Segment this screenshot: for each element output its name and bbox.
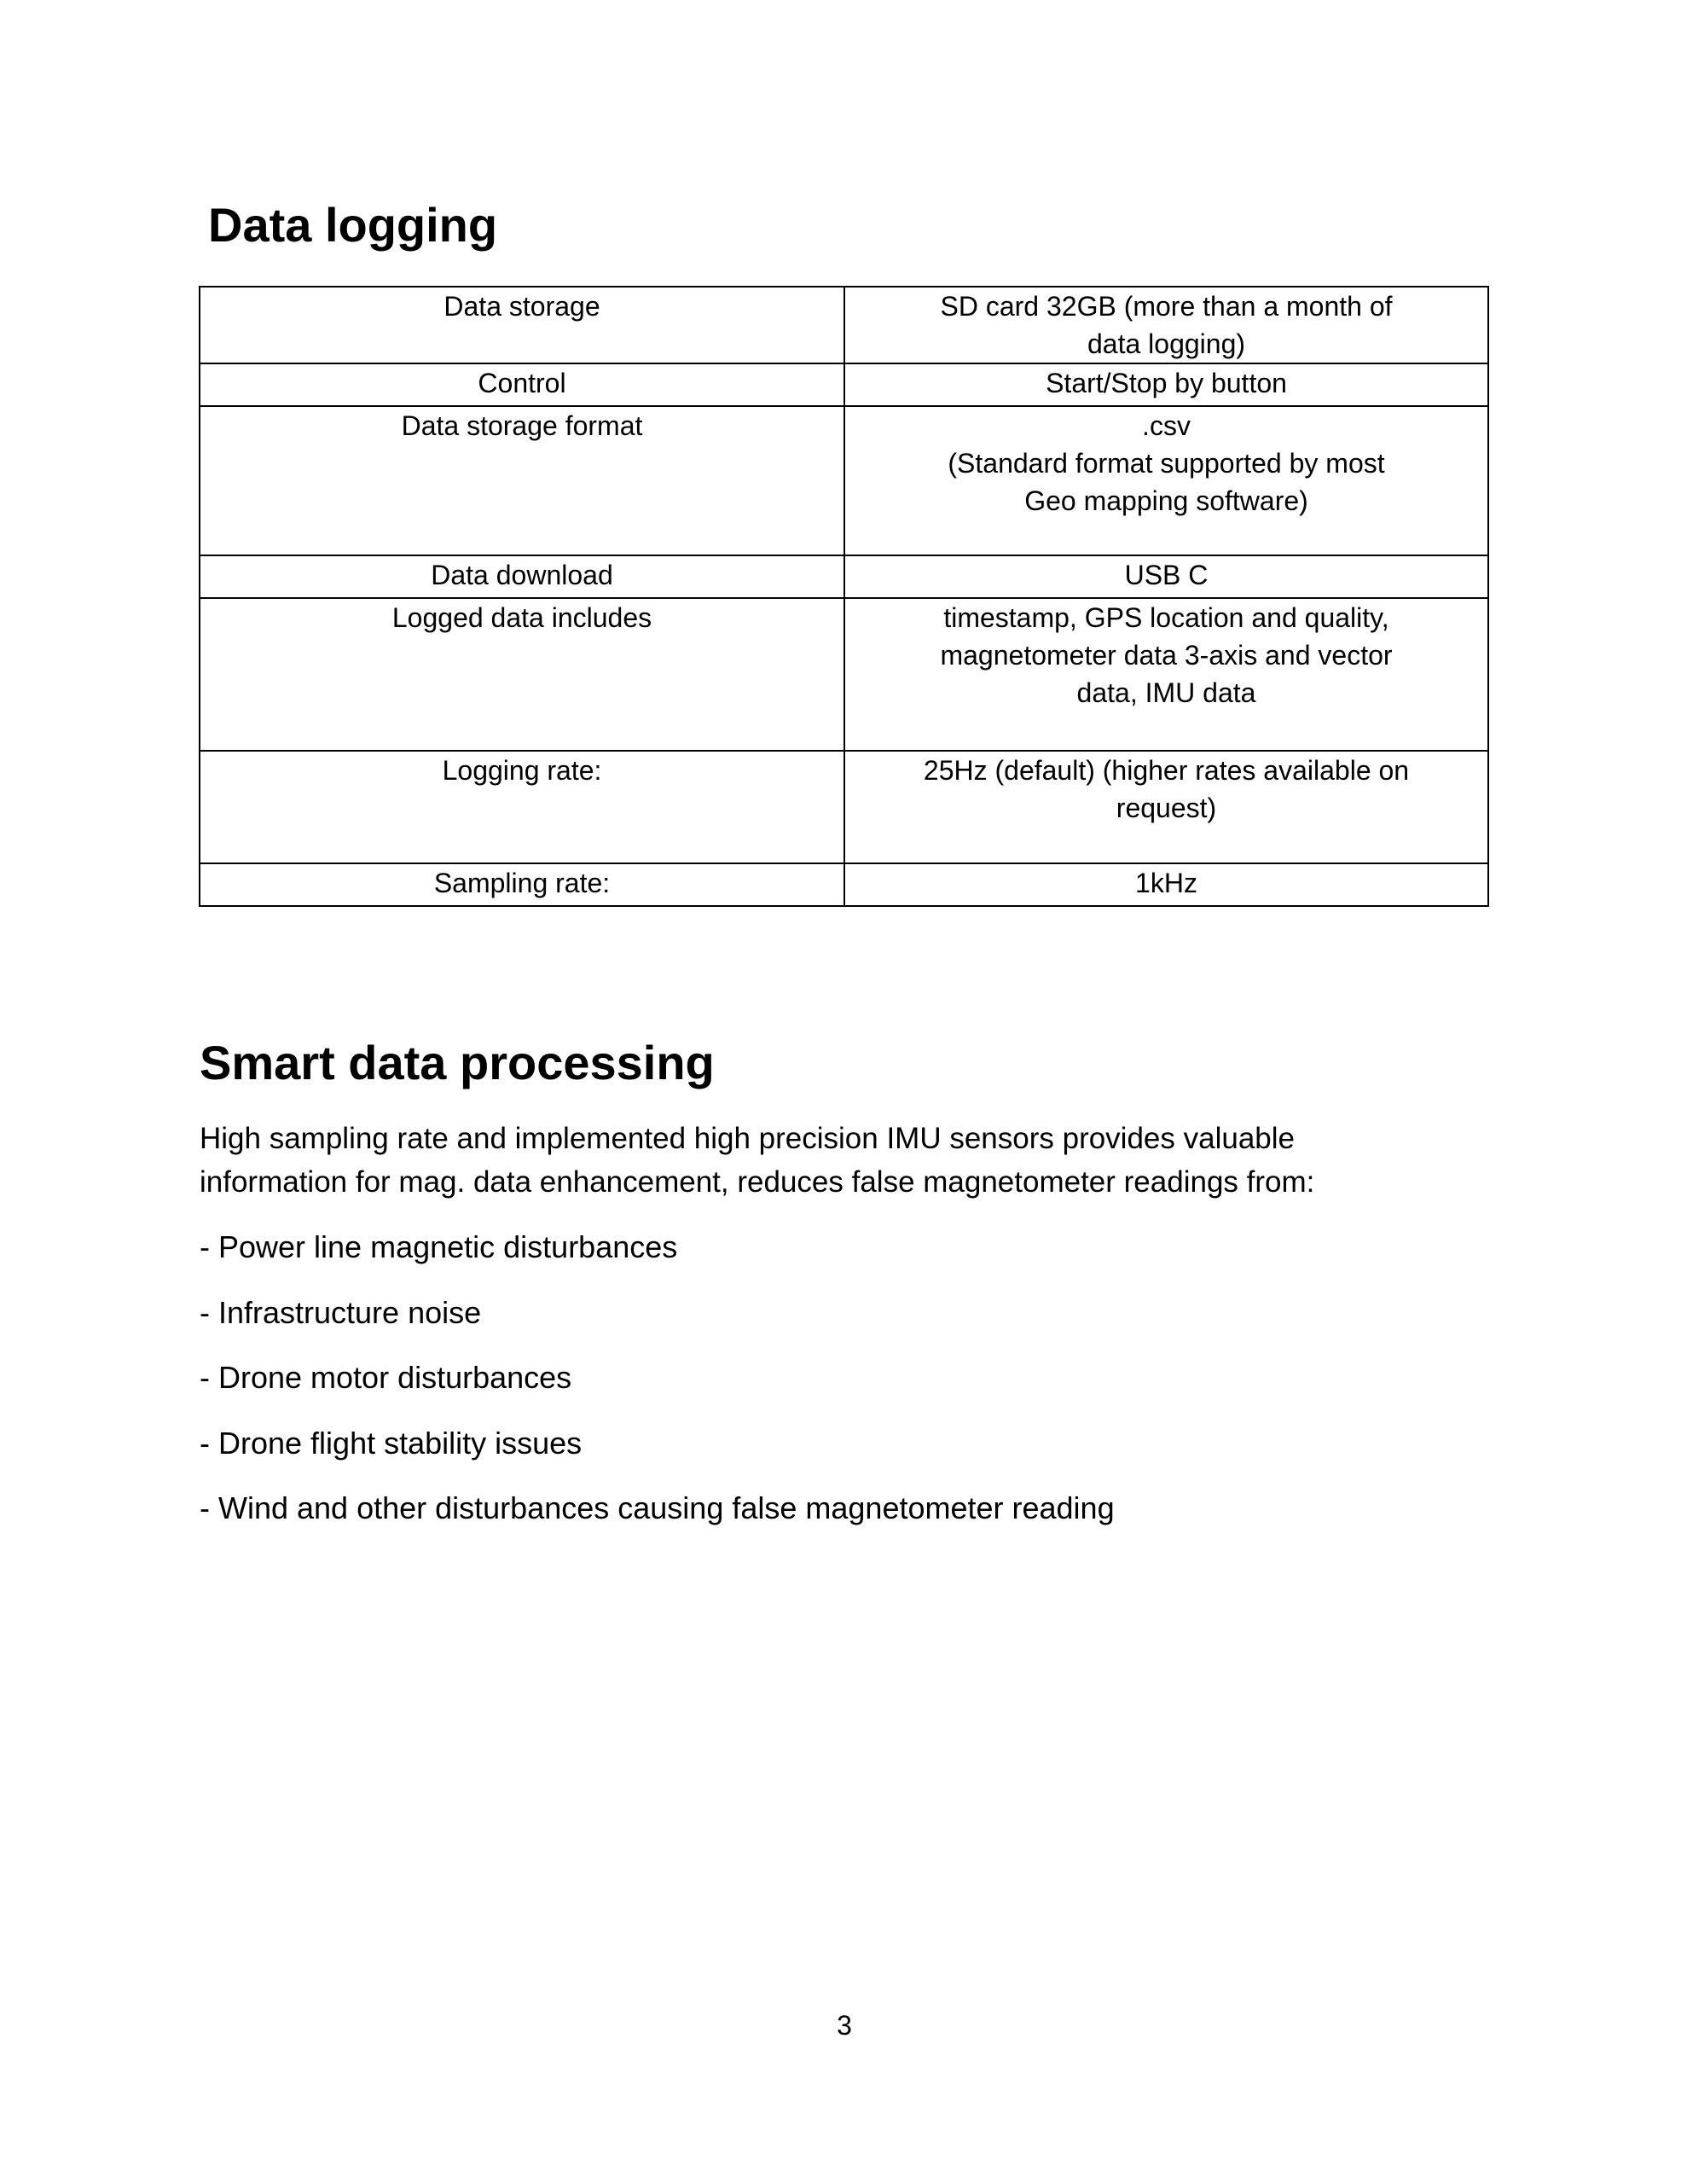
spec-value-line: Start/Stop by button (1046, 368, 1287, 398)
list-item: - Drone motor disturbances (200, 1360, 572, 1395)
spec-label: Data storage format (200, 406, 844, 555)
list-item: - Power line magnetic disturbances (200, 1229, 678, 1264)
list-item: - Infrastructure noise (200, 1294, 482, 1330)
spec-value-line: data, IMU data (1076, 677, 1256, 708)
spec-value (844, 363, 1488, 406)
spec-label: Control (200, 363, 844, 406)
section-title-data-logging: Data logging (208, 198, 498, 252)
spec-value-line: 25Hz (default) (higher rates available on (923, 755, 1410, 786)
intro-paragraph (200, 1117, 1530, 1204)
spec-value-line: (Standard format supported by most (948, 448, 1385, 479)
table-row (200, 406, 1488, 555)
table-row (200, 598, 1488, 751)
spec-value-line: timestamp, GPS location and quality, (943, 602, 1389, 633)
table-row (200, 555, 1488, 598)
spec-label: Logging rate: (200, 751, 844, 863)
spec-value (844, 751, 1488, 863)
spec-value-line: SD card 32GB (more than a month of (940, 291, 1393, 322)
spec-value-line: Geo mapping software) (1024, 485, 1308, 516)
table-row (200, 287, 1488, 363)
spec-value-line: .csv (1142, 410, 1191, 441)
spec-label: Sampling rate: (200, 863, 844, 906)
spec-value-line: magnetometer data 3-axis and vector (940, 640, 1393, 671)
spec-value-line: USB C (1124, 560, 1209, 590)
spec-value (844, 406, 1488, 555)
spec-value (844, 287, 1488, 363)
paragraph-line: High sampling rate and implemented high precision IMU sensors provides valuable (200, 1122, 1295, 1155)
table-row (200, 363, 1488, 406)
table-row (200, 751, 1488, 863)
spec-value-line: data logging) (1087, 328, 1246, 359)
spec-label: Logged data includes (200, 598, 844, 751)
spec-value (844, 598, 1488, 751)
data-logging-spec-table (199, 286, 1489, 907)
spec-value (844, 555, 1488, 598)
spec-label: Data storage (200, 287, 844, 363)
list-item: - Wind and other disturbances causing false magnetometer reading (200, 1490, 1115, 1525)
spec-label: Data download (200, 555, 844, 598)
page-number: 3 (837, 2010, 852, 2041)
list-item: - Drone flight stability issues (200, 1425, 583, 1461)
spec-value-line: 1kHz (1135, 868, 1197, 898)
section-title-smart-data-processing: Smart data processing (200, 1036, 715, 1089)
spec-value-line: request) (1116, 793, 1217, 823)
paragraph-line: information for mag. data enhancement, reduces false magnetometer readings from: (200, 1165, 1315, 1199)
disturbance-list (200, 1229, 1115, 1559)
table-row (200, 863, 1488, 906)
spec-value (844, 863, 1488, 906)
